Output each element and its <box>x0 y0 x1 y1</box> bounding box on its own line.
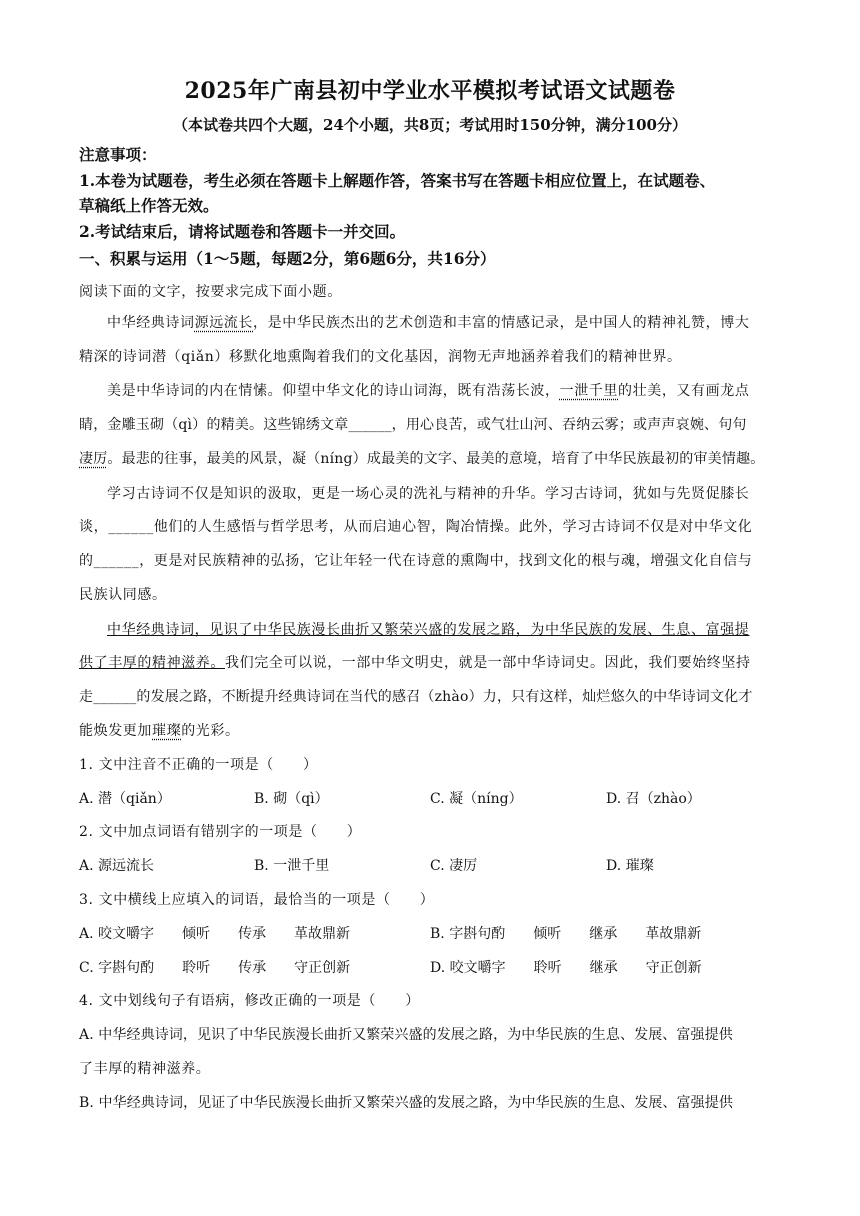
passage-p2-line2: 睛，金雕玉砌（qì）的精美。这些锦绣文章______，用心良苦，或气壮山河、吞纳云雾；或声声哀婉、句句 <box>79 417 747 433</box>
passage-p3-line2: 谈，______他们的人生感悟与哲学思考，从而启迪心智，陶冶情操。此外，学习古诗词不仅是对中华文化 <box>79 519 753 535</box>
page-subtitle: （本试卷共四个大题，24个小题，共8页；考试用时150分钟，满分100分） <box>173 116 687 134</box>
passage-p1-line1: 中华经典诗词源远流长，是中华民族杰出的艺术创造和丰富的情感记录，是中国人的精神礼赞，博大 <box>107 315 750 331</box>
question-3: 3. 文中横线上应填入的词语，最恰当的一项是（ ） <box>79 892 435 908</box>
q3-option-d: D. 咬文嚼字 聆听 继承 守正创新 <box>430 960 702 976</box>
underlined-sentence-end: 供了丰厚的精神滋养。 <box>79 655 225 671</box>
q1-option-d: D. 召（zhào） <box>606 791 701 807</box>
q4-option-b: B. 中华经典诗词，见证了中华民族漫长曲折又繁荣兴盛的发展之路，为中华民族的生息、发展、富强提供 <box>79 1095 733 1111</box>
section-1-heading: 一、积累与运用（1～5题，每题2分，第6题6分，共16分） <box>79 249 496 268</box>
dotted-word: 源远流长 <box>194 315 254 331</box>
passage-p4-line1-underlined: 中华经典诗词，见识了中华民族漫长曲折又繁荣兴盛的发展之路，为中华民族的发展、生息、富强提 <box>107 622 750 638</box>
passage-p3-line1: 学习古诗词不仅是知识的汲取，更是一场心灵的洗礼与精神的升华。学习古诗词，犹如与先贤促膝长 <box>107 486 750 502</box>
q1-option-a: A. 潜（qiǎn） <box>79 791 171 807</box>
page-title: 2025年广南县初中学业水平模拟考试语文试题卷 <box>184 78 676 104</box>
section-1-instruction: 阅读下面的文字，按要求完成下面小题。 <box>79 284 342 300</box>
dotted-word: 璀璨 <box>152 723 182 739</box>
question-4: 4. 文中划线句子有语病，修改正确的一项是（ ） <box>79 993 420 1009</box>
notice-item-1: 1.本卷为试题卷，考生必须在答题卡上解题作答，答案书写在答题卡相应位置上，在试题卷、 <box>79 171 716 190</box>
notice-heading: 注意事项： <box>79 145 157 164</box>
question-1: 1. 文中注音不正确的一项是（ ） <box>79 757 318 773</box>
q2-option-b: B. 一泄千里 <box>254 858 330 874</box>
passage-p2-line3: 凄厉。最悲的往事，最美的风景，凝（níng）成最美的文字、最美的意境，培育了中华民族最初的审美情趣。 <box>79 451 765 467</box>
q3-option-b: B. 字斟句酌 倾听 继承 革故鼎新 <box>430 926 702 942</box>
passage-p3-line4: 民族认同感。 <box>79 587 167 603</box>
q2-option-a: A. 源远流长 <box>79 858 155 874</box>
q2-option-d: D. 璀璨 <box>606 858 654 874</box>
passage-p4-line3: 走______的发展之路，不断提升经典诗词在当代的感召（zhào）力，只有这样，灿烂悠久的中华诗词文化才 <box>79 689 753 705</box>
q1-option-c: C. 凝（níng） <box>430 791 523 807</box>
passage-p3-line3: 的______，更是对民族精神的弘扬，它让年轻一代在诗意的熏陶中，找到文化的根与魂，增强文化自信与 <box>79 553 753 569</box>
q1-option-b: B. 砌（qì） <box>254 791 329 807</box>
notice-item-2: 2.考试结束后，请将试题卷和答题卡一并交回。 <box>79 222 406 241</box>
q4-option-a: A. 中华经典诗词，见识了中华民族漫长曲折又繁荣兴盛的发展之路，为中华民族的生息、发展、富强提供 <box>79 1027 733 1043</box>
passage-p4-line4: 能焕发更加璀璨的光彩。 <box>79 723 240 739</box>
dotted-word: 凄厉 <box>79 451 108 467</box>
notice-item-1-cont: 草稿纸上作答无效。 <box>79 196 219 215</box>
q3-option-a: A. 咬文嚼字 倾听 传承 革故鼎新 <box>79 926 351 942</box>
passage-p4-line2: 供了丰厚的精神滋养。我们完全可以说，一部中华文明史，就是一部中华诗词史。因此，我们要始终坚持 <box>79 655 751 671</box>
question-2: 2. 文中加点词语有错别字的一项是（ ） <box>79 824 362 840</box>
q2-option-c: C. 凄厉 <box>430 858 478 874</box>
passage-p2-line1: 美是中华诗词的内在情愫。仰望中华文化的诗山词海，既有浩荡长波，一泄千里的壮美，又有画龙点 <box>107 383 750 399</box>
passage-p1-line2: 精深的诗词潜（qiǎn）移默化地熏陶着我们的文化基因，润物无声地涵养着我们的精神世界。 <box>79 349 682 365</box>
q3-option-c: C. 字斟句酌 聆听 传承 守正创新 <box>79 960 351 976</box>
dotted-word: 一泄千里 <box>559 383 619 399</box>
q4-option-a-cont: 了丰厚的精神滋养。 <box>79 1061 211 1077</box>
